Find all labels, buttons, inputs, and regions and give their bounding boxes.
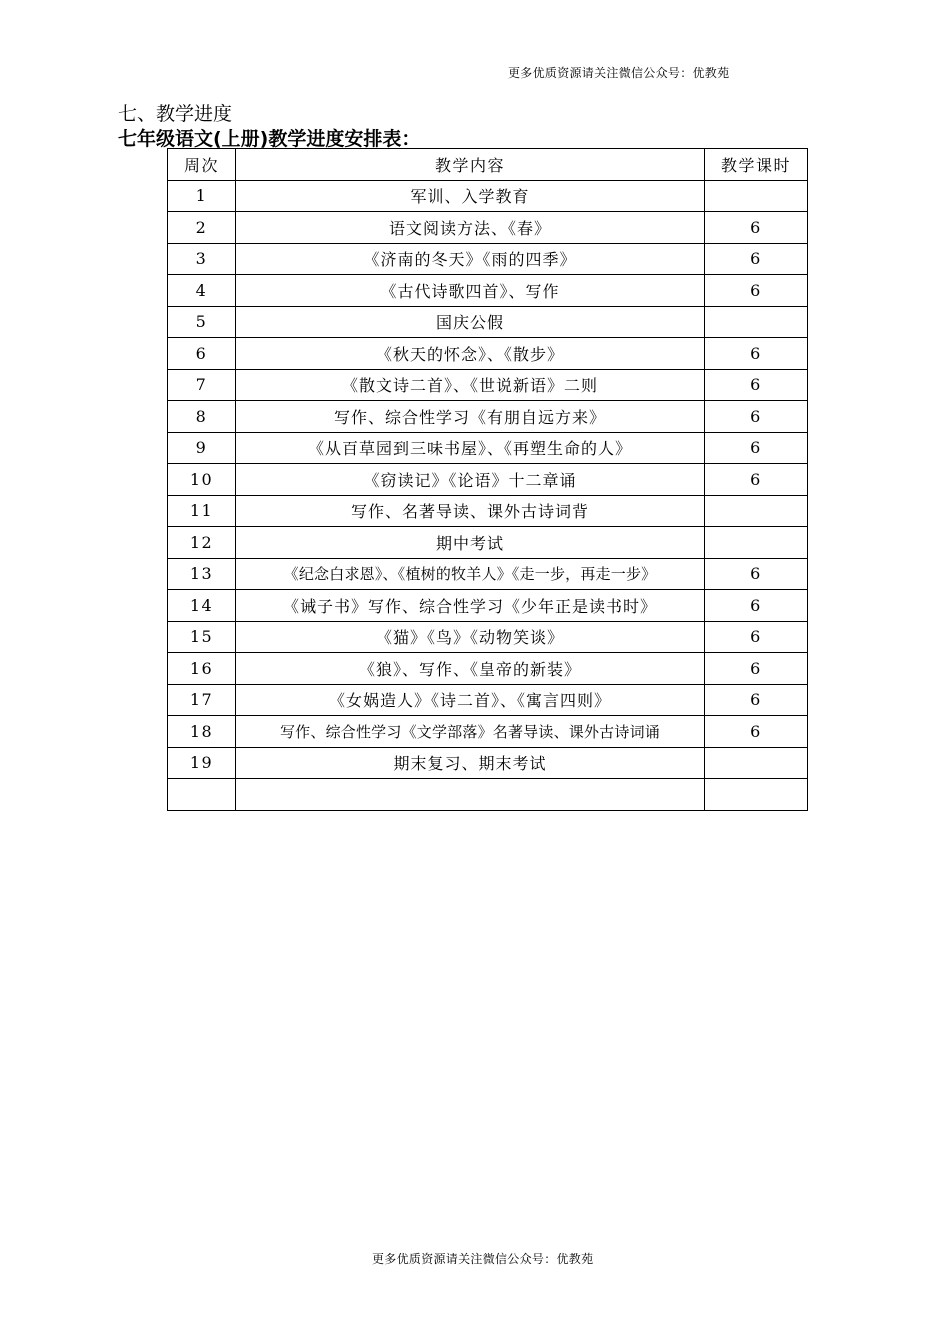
week-cell: 2	[168, 212, 236, 244]
content-cell: 《狼》、写作、《皇帝的新装》	[236, 653, 705, 685]
table-row	[168, 306, 808, 338]
content-cell: 《女娲造人》《诗二首》、《寓言四则》	[236, 684, 705, 716]
table-row-empty	[168, 779, 808, 811]
week-cell: 19	[168, 747, 236, 779]
week-cell: 18	[168, 716, 236, 748]
week-cell: 9	[168, 432, 236, 464]
week-cell: 8	[168, 401, 236, 433]
week-cell: 15	[168, 621, 236, 653]
week-cell: 7	[168, 369, 236, 401]
content-cell	[236, 779, 705, 811]
content-cell: 写作、名著导读、课外古诗词背	[236, 495, 705, 527]
hours-cell	[705, 779, 808, 811]
hours-cell: 6	[705, 432, 808, 464]
hours-cell: 6	[705, 653, 808, 685]
week-cell: 3	[168, 243, 236, 275]
table-row	[168, 180, 808, 212]
table-row	[168, 212, 808, 244]
section-heading: 七、教学进度	[118, 103, 233, 125]
hours-cell: 6	[705, 369, 808, 401]
table-row	[168, 527, 808, 559]
hours-cell: 6	[705, 590, 808, 622]
content-cell: 国庆公假	[236, 306, 705, 338]
hours-cell	[705, 306, 808, 338]
table-row	[168, 369, 808, 401]
content-cell: 《古代诗歌四首》、写作	[236, 275, 705, 307]
hours-cell: 6	[705, 464, 808, 496]
hours-cell: 6	[705, 684, 808, 716]
table-row	[168, 747, 808, 779]
hours-cell: 6	[705, 275, 808, 307]
table-row	[168, 684, 808, 716]
week-cell: 17	[168, 684, 236, 716]
hours-cell	[705, 180, 808, 212]
hours-cell	[705, 747, 808, 779]
week-cell: 16	[168, 653, 236, 685]
table-row	[168, 464, 808, 496]
hours-cell: 6	[705, 558, 808, 590]
table-row	[168, 621, 808, 653]
table-row	[168, 716, 808, 748]
hours-cell	[705, 495, 808, 527]
table-header-row	[168, 149, 808, 181]
hours-cell	[705, 527, 808, 559]
week-cell: 5	[168, 306, 236, 338]
week-cell: 14	[168, 590, 236, 622]
content-cell: 写作、综合性学习《有朋自远方来》	[236, 401, 705, 433]
content-cell: 《济南的冬天》《雨的四季》	[236, 243, 705, 275]
week-cell: 13	[168, 558, 236, 590]
hours-cell: 6	[705, 716, 808, 748]
table-title: 七年级语文(上册)教学进度安排表：	[118, 128, 421, 150]
hours-cell: 6	[705, 401, 808, 433]
week-cell: 6	[168, 338, 236, 370]
table-row	[168, 275, 808, 307]
header-note: 更多优质资源请关注微信公众号：优教苑	[508, 66, 730, 80]
table-row	[168, 558, 808, 590]
hours-cell: 6	[705, 338, 808, 370]
content-cell: 《秋天的怀念》、《散步》	[236, 338, 705, 370]
table-row	[168, 653, 808, 685]
footer-note: 更多优质资源请关注微信公众号：优教苑	[372, 1252, 594, 1266]
table-row	[168, 432, 808, 464]
hours-cell: 6	[705, 243, 808, 275]
content-cell: 《猫》《鸟》《动物笑谈》	[236, 621, 705, 653]
table-row	[168, 401, 808, 433]
schedule-table	[167, 148, 808, 811]
content-cell: 《诫子书》写作、综合性学习《少年正是读书时》	[236, 590, 705, 622]
week-cell: 4	[168, 275, 236, 307]
content-cell: 《散文诗二首》、《世说新语》二则	[236, 369, 705, 401]
week-cell: 10	[168, 464, 236, 496]
header-content: 教学内容	[236, 149, 705, 181]
content-cell: 《从百草园到三味书屋》、《再塑生命的人》	[236, 432, 705, 464]
week-cell: 1	[168, 180, 236, 212]
week-cell	[168, 779, 236, 811]
content-cell: 《纪念白求恩》、《植树的牧羊人》《走一步，再走一步》	[236, 558, 705, 590]
content-cell: 期末复习、期末考试	[236, 747, 705, 779]
content-cell: 写作、综合性学习《文学部落》名著导读、课外古诗词诵	[236, 716, 705, 748]
week-cell: 12	[168, 527, 236, 559]
table-row	[168, 495, 808, 527]
header-hours: 教学课时	[705, 149, 808, 181]
table-row	[168, 243, 808, 275]
content-cell: 期中考试	[236, 527, 705, 559]
content-cell: 语文阅读方法、《春》	[236, 212, 705, 244]
content-cell: 《窃读记》《论语》十二章诵	[236, 464, 705, 496]
table-row	[168, 338, 808, 370]
hours-cell: 6	[705, 621, 808, 653]
hours-cell: 6	[705, 212, 808, 244]
header-week: 周次	[168, 149, 236, 181]
table-row	[168, 590, 808, 622]
content-cell: 军训、入学教育	[236, 180, 705, 212]
week-cell: 11	[168, 495, 236, 527]
